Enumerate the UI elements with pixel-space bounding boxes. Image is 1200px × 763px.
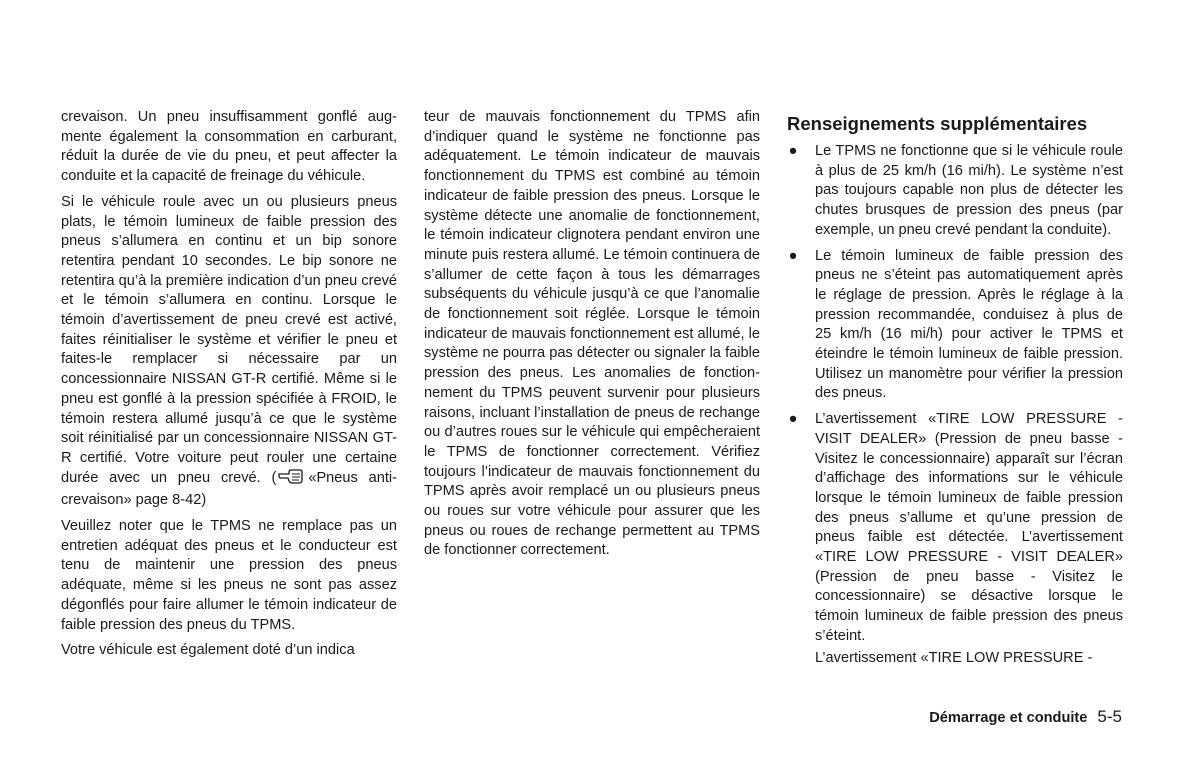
- section-heading: Renseignements supplémentaires: [787, 113, 1088, 134]
- page-number: 5-5: [1097, 707, 1122, 726]
- paragraph-pneus-plats-text: Si le véhicule roule avec un ou plusieurs pneus plats, le témoin lumineux de faible pression des pneus s’allumera en continu et un bip sonore retentira pendant 10 secondes. Le bip sonore ne retentira qu’à la première indication d’un pneu crevé et le témoin s’allumera en continu. Lorsque le témoin d’avertissement de pneu crevé est activé, faites réinitialiser le système et vérifier le pneu et faites-le remplacer si nécessaire par un concessionnaire NISSAN GT-R certifié. Même si le pneu est gonflé à la pression spécifiée à FROID, le témoin restera allumé jusqu’à ce que le système soit réinitialisé par un concessionnaire NISSAN GT-R certifié. Votre voiture peut rouler une certaine durée avec un pneu crevé. (: [61, 193, 397, 486]
- pointing-hand-reference-icon: [278, 469, 306, 492]
- bullet-dot-icon: ●: [788, 411, 798, 428]
- bullet-text-3: [815, 410, 1123, 668]
- paragraph-tpms-entretien: Veuillez noter que le TPMS ne remplace pas un entretien adéquat des pneus et le conducteur est tenu de maintenir une pression des pneus adéquate, même si les pneus ne sont pas assez dégonflés pour faire allumer le témoin indicateur de faible pression des pneus du TPMS.: [61, 518, 397, 633]
- bullet-2-paragraph: Le témoin lumineux de faible pression des pneus ne s’éteint pas automatiquement après le réglage de pression. Après le réglage à la pression recommandée, conduisez à plus de 25 km/h (16 mi/h) pour activer le TPMS et éteindre le témoin lumineux de faible pression. Utilisez un manomètre pour vérifier la pression des pneus.: [815, 247, 1123, 402]
- bullet-dot-icon: ●: [788, 143, 798, 159]
- bullet-text-2: [815, 247, 1123, 405]
- bullet-dot-icon: ●: [788, 247, 798, 264]
- paragraph-pneus-plats: [61, 193, 397, 511]
- paragraph-indicateur: Votre véhicule est également doté d’un indica: [61, 642, 355, 659]
- bullet-list: [787, 142, 1123, 668]
- bullet-1-paragraph: Le TPMS ne fonctionne que si le véhicule roule à plus de 25 km/h (16 mi/h). Le système n’est pas toujours capable non plus de détecter les chutes brusques de pression des pneus (par exemple, un pneu crevé pendant la conduite).: [815, 143, 1123, 238]
- bullet-item-3: [787, 410, 1123, 668]
- page-footer: [870, 707, 1122, 728]
- bullet-item-1: [787, 142, 1123, 241]
- bullet-3-paragraph-1: L’avertissement «TIRE LOW PRESSURE - VISIT DEALER» (Pression de pneu basse - Visitez le concessionnaire) apparaît sur l’écran d’affichage des informations sur le véhicule lorsque le témoin lumineux de faible pression des pneus s’allume et qu’une pression de pneus faible est détectée. L’avertissement «TIRE LOW PRESSURE - VISIT DEALER» (Pression de pneu basse - Visitez le concessionnaire) se désactive lorsque le témoin lumineux de faible pression des pneus s’éteint.: [815, 411, 1123, 644]
- bullet-item-2: [787, 247, 1123, 405]
- paragraph-crevaison: crevaison. Un pneu insuffisamment gonflé augmente également la consommation en carburant, réduit la durée de vie du pneu, et peut affecter la conduite et la capacité de freinage du véhicule.: [61, 109, 397, 185]
- middle-column: [424, 108, 760, 567]
- reference-link-pneus-anti-crevaison[interactable]: «Pneus anti-crevaison» page 8-42): [61, 469, 397, 509]
- bullet-3-paragraph-2: L’avertissement «TIRE LOW PRESSURE -: [815, 649, 1093, 666]
- right-column: [787, 108, 1123, 670]
- bullet-text-1: [815, 142, 1123, 241]
- left-column: [61, 108, 397, 667]
- footer-chapter-title: Démarrage et conduite: [929, 710, 1088, 726]
- paragraph-mauvais-fonctionnement: teur de mauvais fonctionnement du TPMS afin d’indiquer quand le système ne fonctionne pas adéquatement. Le témoin indicateur de mauvais fonctionnement du TPMS est combiné au témoin indicateur de faible pression des pneus. Lorsque le système détecte une anomalie de fonctionnement, le témoin indicateur clignotera pendant environ une minute puis restera allumé. Le témoin continuera de s’allumer de cette façon à tous les démarrages subséquents du véhicule jusqu’à ce que l’anomalie de fonctionnement soit réglée. Lorsque le témoin indicateur de mauvais fonctionnement est allumé, le système ne pourra pas détecter ou signaler la faible pression des pneus. Les anomalies de fonctionnement du TPMS peuvent survenir pour plusieurs raisons, incluant l’installation de pneus de rechange ou d’autres roues sur le véhicule qui empêcheraient le TPMS de fonctionner correctement. Vérifiez toujours l’indicateur de mauvais fonctionnement du TPMS après avoir remplacé un ou plusieurs pneus ou roues sur votre véhicule pour assurer que les pneus ou roues de rechange permettent au TPMS de fonctionner correctement.: [424, 109, 760, 559]
